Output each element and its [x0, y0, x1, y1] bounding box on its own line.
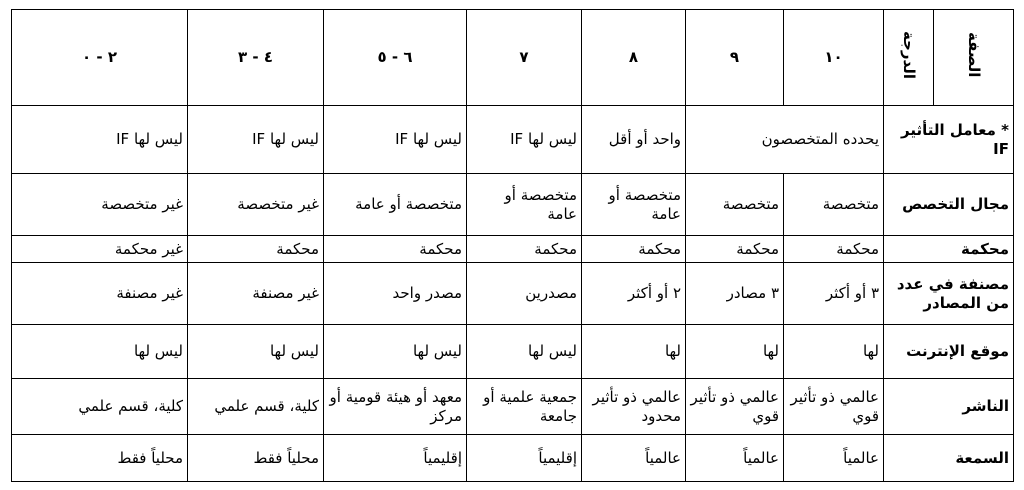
table-row [12, 174, 1014, 236]
table-cell: محكمة [686, 236, 784, 263]
grade-7: ٧ [467, 10, 582, 106]
table-cell: مصدر واحد [324, 263, 467, 325]
table-cell: متخصصة [784, 174, 884, 236]
table-cell: متخصصة أو عامة [467, 174, 582, 236]
row-label-indexed: مصنفة في عدد من المصادر [884, 263, 1014, 325]
table-cell: عالمياً [686, 435, 784, 482]
table-cell: غير متخصصة [12, 174, 188, 236]
row-label-specialty: مجال التخصص [884, 174, 1014, 236]
table-cell: محكمة [188, 236, 324, 263]
grade-2-0: ٢ - ٠ [12, 10, 188, 106]
table-cell: عالمياً [582, 435, 686, 482]
table-cell: متخصصة أو عامة [582, 174, 686, 236]
table-cell: ليس لها IF [12, 106, 188, 174]
table-cell: لها [784, 325, 884, 379]
table-cell: محلياً فقط [188, 435, 324, 482]
table-row [12, 435, 1014, 482]
table-cell: واحد أو أقل [582, 106, 686, 174]
table-cell: كلية، قسم علمي [12, 379, 188, 435]
row-label-publisher: الناشر [884, 379, 1014, 435]
row-label-reputation: السمعة [884, 435, 1014, 482]
table-cell: ليس لها [467, 325, 582, 379]
table-row [12, 379, 1014, 435]
table-cell: معهد أو هيئة قومية أو مركز [324, 379, 467, 435]
table-cell: لها [582, 325, 686, 379]
table-cell: غير مصنفة [188, 263, 324, 325]
table-cell: ٣ أو أكثر [784, 263, 884, 325]
grade-6-5: ٦ - ٥ [324, 10, 467, 106]
table-cell: ٢ أو أكثر [582, 263, 686, 325]
header-grade: الدرجة [884, 10, 934, 106]
table-row [12, 263, 1014, 325]
table-row [12, 325, 1014, 379]
rating-table [11, 9, 1014, 482]
grade-4-3: ٤ - ٣ [188, 10, 324, 106]
header-row [12, 10, 1014, 106]
table-cell: عالمياً [784, 435, 884, 482]
table-cell: ليس لها IF [467, 106, 582, 174]
table-cell: غير متخصصة [188, 174, 324, 236]
table-cell: مصدرين [467, 263, 582, 325]
table-cell: محكمة [784, 236, 884, 263]
table-cell: عالمي ذو تأثير قوي [686, 379, 784, 435]
grade-10: ١٠ [784, 10, 884, 106]
grade-8: ٨ [582, 10, 686, 106]
table-cell: غير محكمة [12, 236, 188, 263]
table-cell: ليس لها [188, 325, 324, 379]
table-cell: ليس لها [324, 325, 467, 379]
table-cell: محلياً فقط [12, 435, 188, 482]
table-cell: عالمي ذو تأثير قوي [784, 379, 884, 435]
table-row [12, 106, 1014, 174]
table-cell: إقليمياً [324, 435, 467, 482]
table-cell: متخصصة [686, 174, 784, 236]
row-label-impact-factor: * معامل التأثير IF [884, 106, 1014, 174]
table-cell: يحدده المتخصصون [686, 106, 884, 174]
table-row [12, 236, 1014, 263]
table-cell: ليس لها IF [324, 106, 467, 174]
row-label-peer-reviewed: محكمة [884, 236, 1014, 263]
table-cell: محكمة [324, 236, 467, 263]
table-cell: عالمي ذو تأثير محدود [582, 379, 686, 435]
table-cell: ٣ مصادر [686, 263, 784, 325]
table-cell: متخصصة أو عامة [324, 174, 467, 236]
table-cell: ليس لها [12, 325, 188, 379]
table-cell: محكمة [467, 236, 582, 263]
table-cell: غير مصنفة [12, 263, 188, 325]
table-cell: جمعية علمية أو جامعة [467, 379, 582, 435]
table-cell: إقليمياً [467, 435, 582, 482]
header-attribute: الصفة [934, 10, 1014, 106]
table-cell: كلية، قسم علمي [188, 379, 324, 435]
table-cell: محكمة [582, 236, 686, 263]
grade-9: ٩ [686, 10, 784, 106]
table-cell: لها [686, 325, 784, 379]
table-cell: ليس لها IF [188, 106, 324, 174]
row-label-website: موقع الإنترنت [884, 325, 1014, 379]
